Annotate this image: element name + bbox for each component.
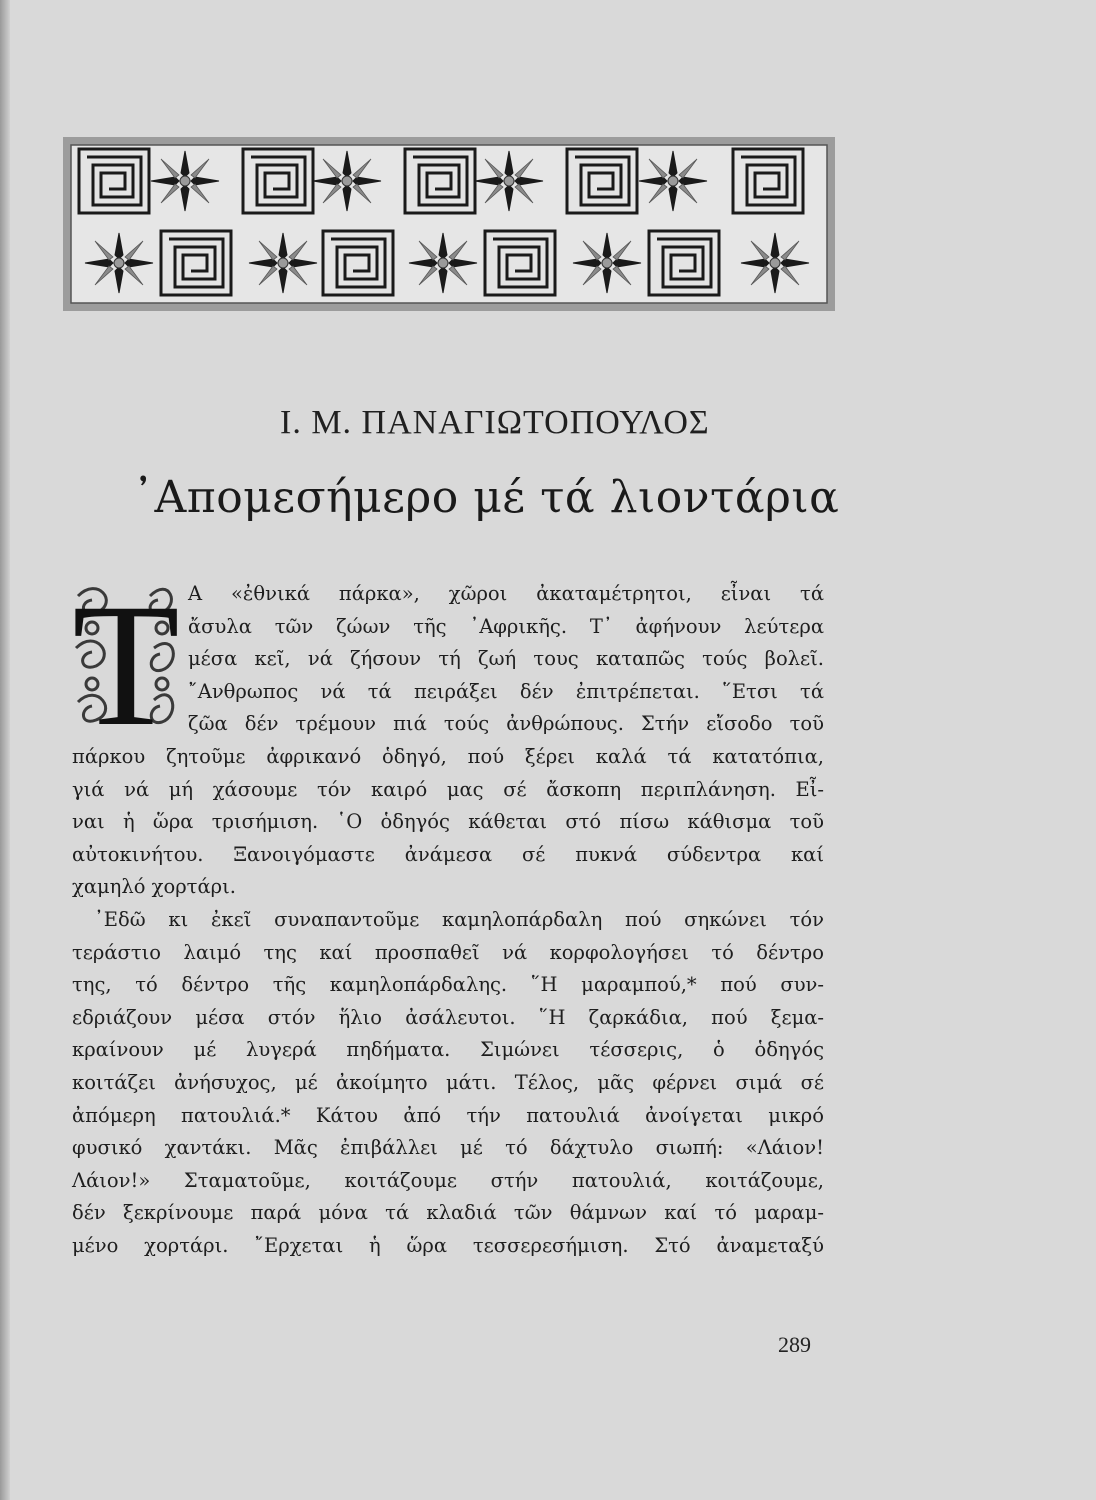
page-binding-edge	[0, 0, 10, 1500]
text-line: ναι ἡ ὥρα τρισήμιση. ῾Ο ὁδηγός κάθεται στό πίσω κάθισμα τοῦ	[72, 810, 824, 834]
text-line: κοιτάζει ἀνήσυχος, μέ ἀκοίμητο μάτι. Τέλος, μᾶς φέρνει σιμά σέ	[72, 1070, 824, 1094]
text-line: γιά νά μή χάσουμε τόν καιρό μας σέ ἄσκοπη περιπλάνηση. Εἶ-	[72, 777, 824, 801]
text-line: Λάιον!» Σταματοῦμε, κοιτάζουμε στήν πατουλιά, κοιτάζουμε,	[72, 1168, 824, 1192]
text-line: κραίνουν μέ λυγερά πηδήματα. Σιμώνει τέσσερις, ὁ ὁδηγός	[72, 1038, 824, 1062]
text-line: ζῶα δέν τρέμουν πιά τούς ἀνθρώπους. Στήν εἴσοδο τοῦ	[188, 712, 824, 736]
text-line: φυσικό χαντάκι. Μᾶς ἐπιβάλλει μέ τό δάχτυλο σιωπή: «Λάιον!	[72, 1136, 824, 1160]
text-line: ῎Ανθρωπος νά τά πειράξει δέν ἐπιτρέπεται. ῞Ετσι τά	[188, 679, 824, 703]
text-line: αὐτοκινήτου. Ξανοιγόμαστε ἀνάμεσα σέ πυκνά σύδεντρα καί	[72, 842, 824, 866]
body-text	[72, 578, 824, 1262]
text-line: μέσα κεῖ, νά ζήσουν τή ζωή τους καταπῶς τούς βολεῖ.	[188, 647, 824, 671]
text-line: μένο χορτάρι. ῎Ερχεται ἡ ὥρα τεσσερεσήμιση. Στό ἀναμεταξύ	[72, 1233, 824, 1257]
author-name: Ι. Μ. ΠΑΝΑΓΙΩΤΟΠΟΥΛΟΣ	[280, 404, 710, 441]
text-line: χαμηλό χορτάρι.	[72, 875, 236, 899]
text-line: Α «ἐθνικά πάρκα», χῶροι ἀκαταμέτρητοι, εἶναι τά	[188, 582, 824, 605]
text-line: πάρκου ζητοῦμε ἀφρικανό ὁδηγό, πού ξέρει καλά τά κατατόπια,	[72, 744, 824, 768]
text-line: εδριάζουν μέσα στόν ἥλιο ἀσάλευτοι. ῞Η ζαρκάδια, πού ξεμα-	[72, 1005, 824, 1029]
chapter-title: ᾿Απομεσήμερο μέ τά λιοντάρια	[132, 472, 840, 523]
text-line: ἀπόμερη πατουλιά.* Κάτου ἀπό τήν πατουλιά ἀνοίγεται μικρό	[72, 1103, 824, 1127]
text-line: ἄσυλα τῶν ζώων τῆς ᾿Αφρικῆς. Τ᾿ ἀφήνουν λεύτερα	[188, 614, 824, 638]
text-line: τεράστιο λαιμό της καί προσπαθεῖ νά κορφολογήσει τό δέντρο	[72, 940, 824, 964]
text-line: της, τό δέντρο τῆς καμηλοπάρδαλης. ῞Η μαραμπού,* πού συν-	[72, 973, 824, 997]
text-line: ᾿Εδῶ κι ἐκεῖ συναπαντοῦμε καμηλοπάρδαλη πού σηκώνει τόν	[94, 907, 824, 931]
greek-key-banner	[63, 137, 835, 311]
text-line: δέν ξεκρίνουμε παρά μόνα τά κλαδιά τῶν θάμνων καί τό μαραμ-	[72, 1201, 824, 1225]
drop-cap-letter: Τ	[72, 572, 180, 738]
page-number: 289	[778, 1332, 811, 1357]
